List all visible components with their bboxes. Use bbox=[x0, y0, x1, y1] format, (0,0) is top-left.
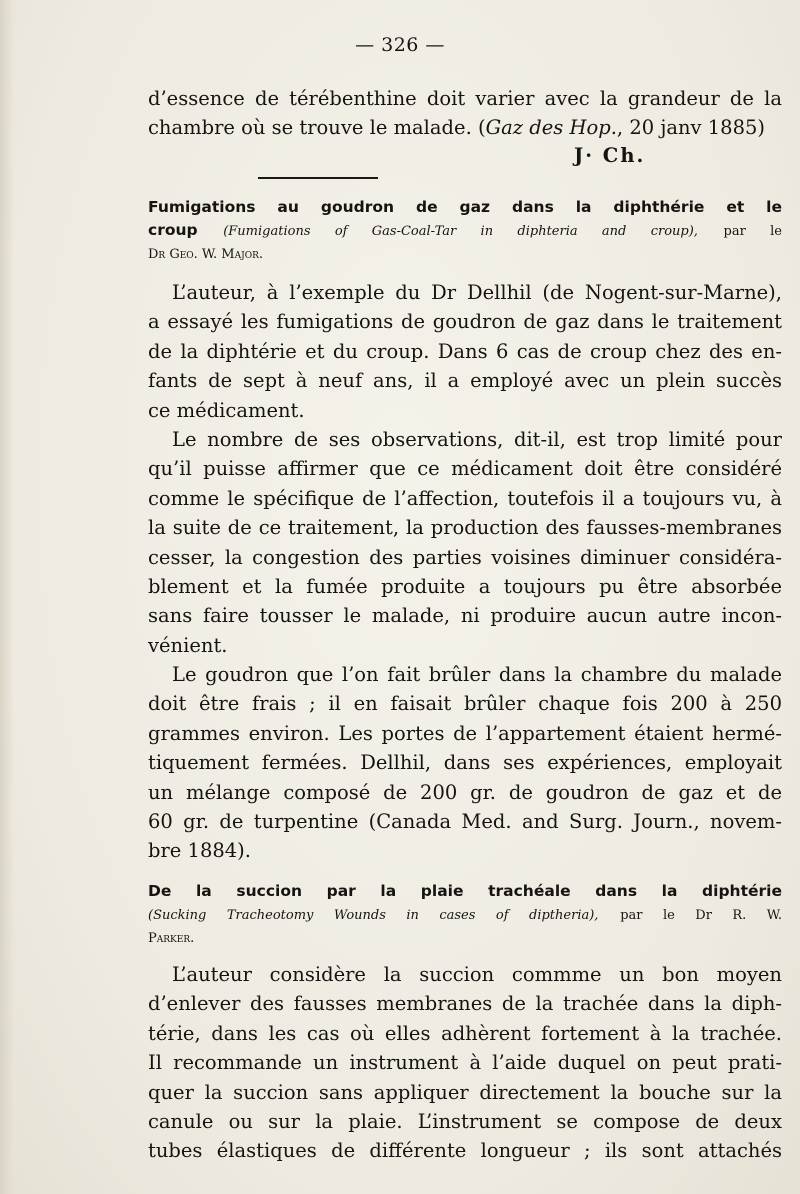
a1p2-line: sans faire tousser le malade, ni produire aucun autre incon- bbox=[148, 604, 782, 628]
article-2-title-line-2 bbox=[148, 903, 782, 926]
a1p2-line: Le nombre de ses observations, dit-il, est trop limité pour bbox=[172, 427, 782, 451]
a1p3-line: doit être frais ; il en faisait brûler chaque fois 200 à 250 bbox=[148, 692, 782, 716]
a1p3-line: 60 gr. de turpentine (Canada Med. and Surg. Journ., novem- bbox=[148, 810, 782, 834]
a1p2-line: vénient. bbox=[148, 633, 228, 657]
a2p1-line: d’enlever des fausses membranes de la trachée dans la diph- bbox=[148, 992, 782, 1016]
a1p1-line: de la diphtérie et du croup. Dans 6 cas de croup chez des en- bbox=[148, 339, 782, 363]
a1p1-line: a essayé les fumigations de goudron de gaz dans le traitement bbox=[148, 310, 782, 334]
intro-line-2 bbox=[148, 113, 782, 142]
a2p1-line: Il recommande un instrument à l’aide duquel on peut prati- bbox=[148, 1051, 782, 1075]
a2p1-line: L’auteur considère la succion commme un bon moyen bbox=[172, 963, 782, 986]
a1p3-line: un mélange composé de 200 gr. de goudron de gaz et de bbox=[148, 780, 782, 804]
article-1-body bbox=[148, 278, 782, 866]
a2p1-line: canule ou sur la plaie. L’instrument se compose de deux bbox=[148, 1109, 782, 1133]
a1p3-line: Le goudron que l’on fait brûler dans la chambre du malade bbox=[172, 663, 782, 687]
a1p1-line: ce médicament. bbox=[148, 398, 305, 422]
article-1-title-croup: croup bbox=[148, 221, 198, 239]
a1p1-line: fants de sept à neuf ans, il a employé avec un plein succès bbox=[148, 369, 782, 393]
page-edge-shadow bbox=[0, 0, 14, 1194]
page-number: — 326 — bbox=[355, 34, 445, 56]
intro-date: , 20 janv 1885) bbox=[616, 116, 766, 140]
article-1-par: par le bbox=[723, 224, 782, 239]
intro-source: Gaz des Hop. bbox=[485, 116, 617, 140]
a2p1-line: quer la succion sans appliquer directement la bouche sur la bbox=[148, 1080, 782, 1104]
a1p1-line: L’auteur, à l’exemple du Dr Dellhil (de Nogent-sur-Marne), bbox=[172, 281, 782, 304]
article-1-title: Fumigations au goudron de gaz dans la diphthérie et le bbox=[148, 198, 782, 216]
signature: J· Ch. bbox=[574, 144, 646, 167]
a1p3-line: bre 1884). bbox=[148, 839, 251, 863]
article-1-author bbox=[148, 242, 782, 265]
intro-line-2-text: chambre où se trouve le malade. ( bbox=[148, 116, 486, 140]
a1p2-line: blement et la fumée produite a toujours pu être absorbée bbox=[148, 574, 782, 598]
a2p1-line: tubes élastiques de différente longueur ; ils sont attachés bbox=[148, 1139, 782, 1163]
a1p2-line: comme le spécifique de l’affection, toutefois il a toujours vu, à bbox=[148, 486, 782, 510]
a2p1-line: térie, dans les cas où elles adhèrent fortement à la trachée. bbox=[148, 1021, 782, 1045]
article-1-author-name: Dr Geo. W. Major. bbox=[148, 247, 263, 262]
article-2-body bbox=[148, 960, 782, 1166]
separator-rule bbox=[258, 177, 378, 179]
intro-block bbox=[148, 84, 782, 143]
a1p3-line: tiquement fermées. Dellhil, dans ses expériences, employait bbox=[148, 751, 782, 775]
article-1-english-title: (Fumigations of Gas-Coal-Tar in diphteria and croup), bbox=[223, 224, 698, 239]
a1p2-line: cesser, la congestion des parties voisines diminuer considéra- bbox=[148, 545, 782, 569]
article-2-english-title: (Sucking Tracheotomy Wounds in cases of diptheria), bbox=[148, 908, 599, 923]
a1p2-line: qu’il puisse affirmer que ce médicament doit être considéré bbox=[148, 457, 782, 481]
article-2-author bbox=[148, 926, 782, 949]
article-2-title: De la succion par la plaie trachéale dans la diphtérie bbox=[148, 882, 782, 900]
a1p3-line: grammes environ. Les portes de l’appartement étaient hermé- bbox=[148, 721, 782, 745]
article-1-heading bbox=[148, 196, 782, 265]
article-2-heading bbox=[148, 880, 782, 949]
article-2-par: par le Dr R. W. bbox=[620, 908, 782, 923]
article-2-author-name: Parker. bbox=[148, 931, 195, 946]
article-1-title-line-2 bbox=[148, 219, 782, 242]
a1p2-line: la suite de ce traitement, la production des fausses-membranes bbox=[148, 516, 782, 540]
intro-line-1: d’essence de térébenthine doit varier avec la grandeur de la bbox=[148, 87, 782, 110]
